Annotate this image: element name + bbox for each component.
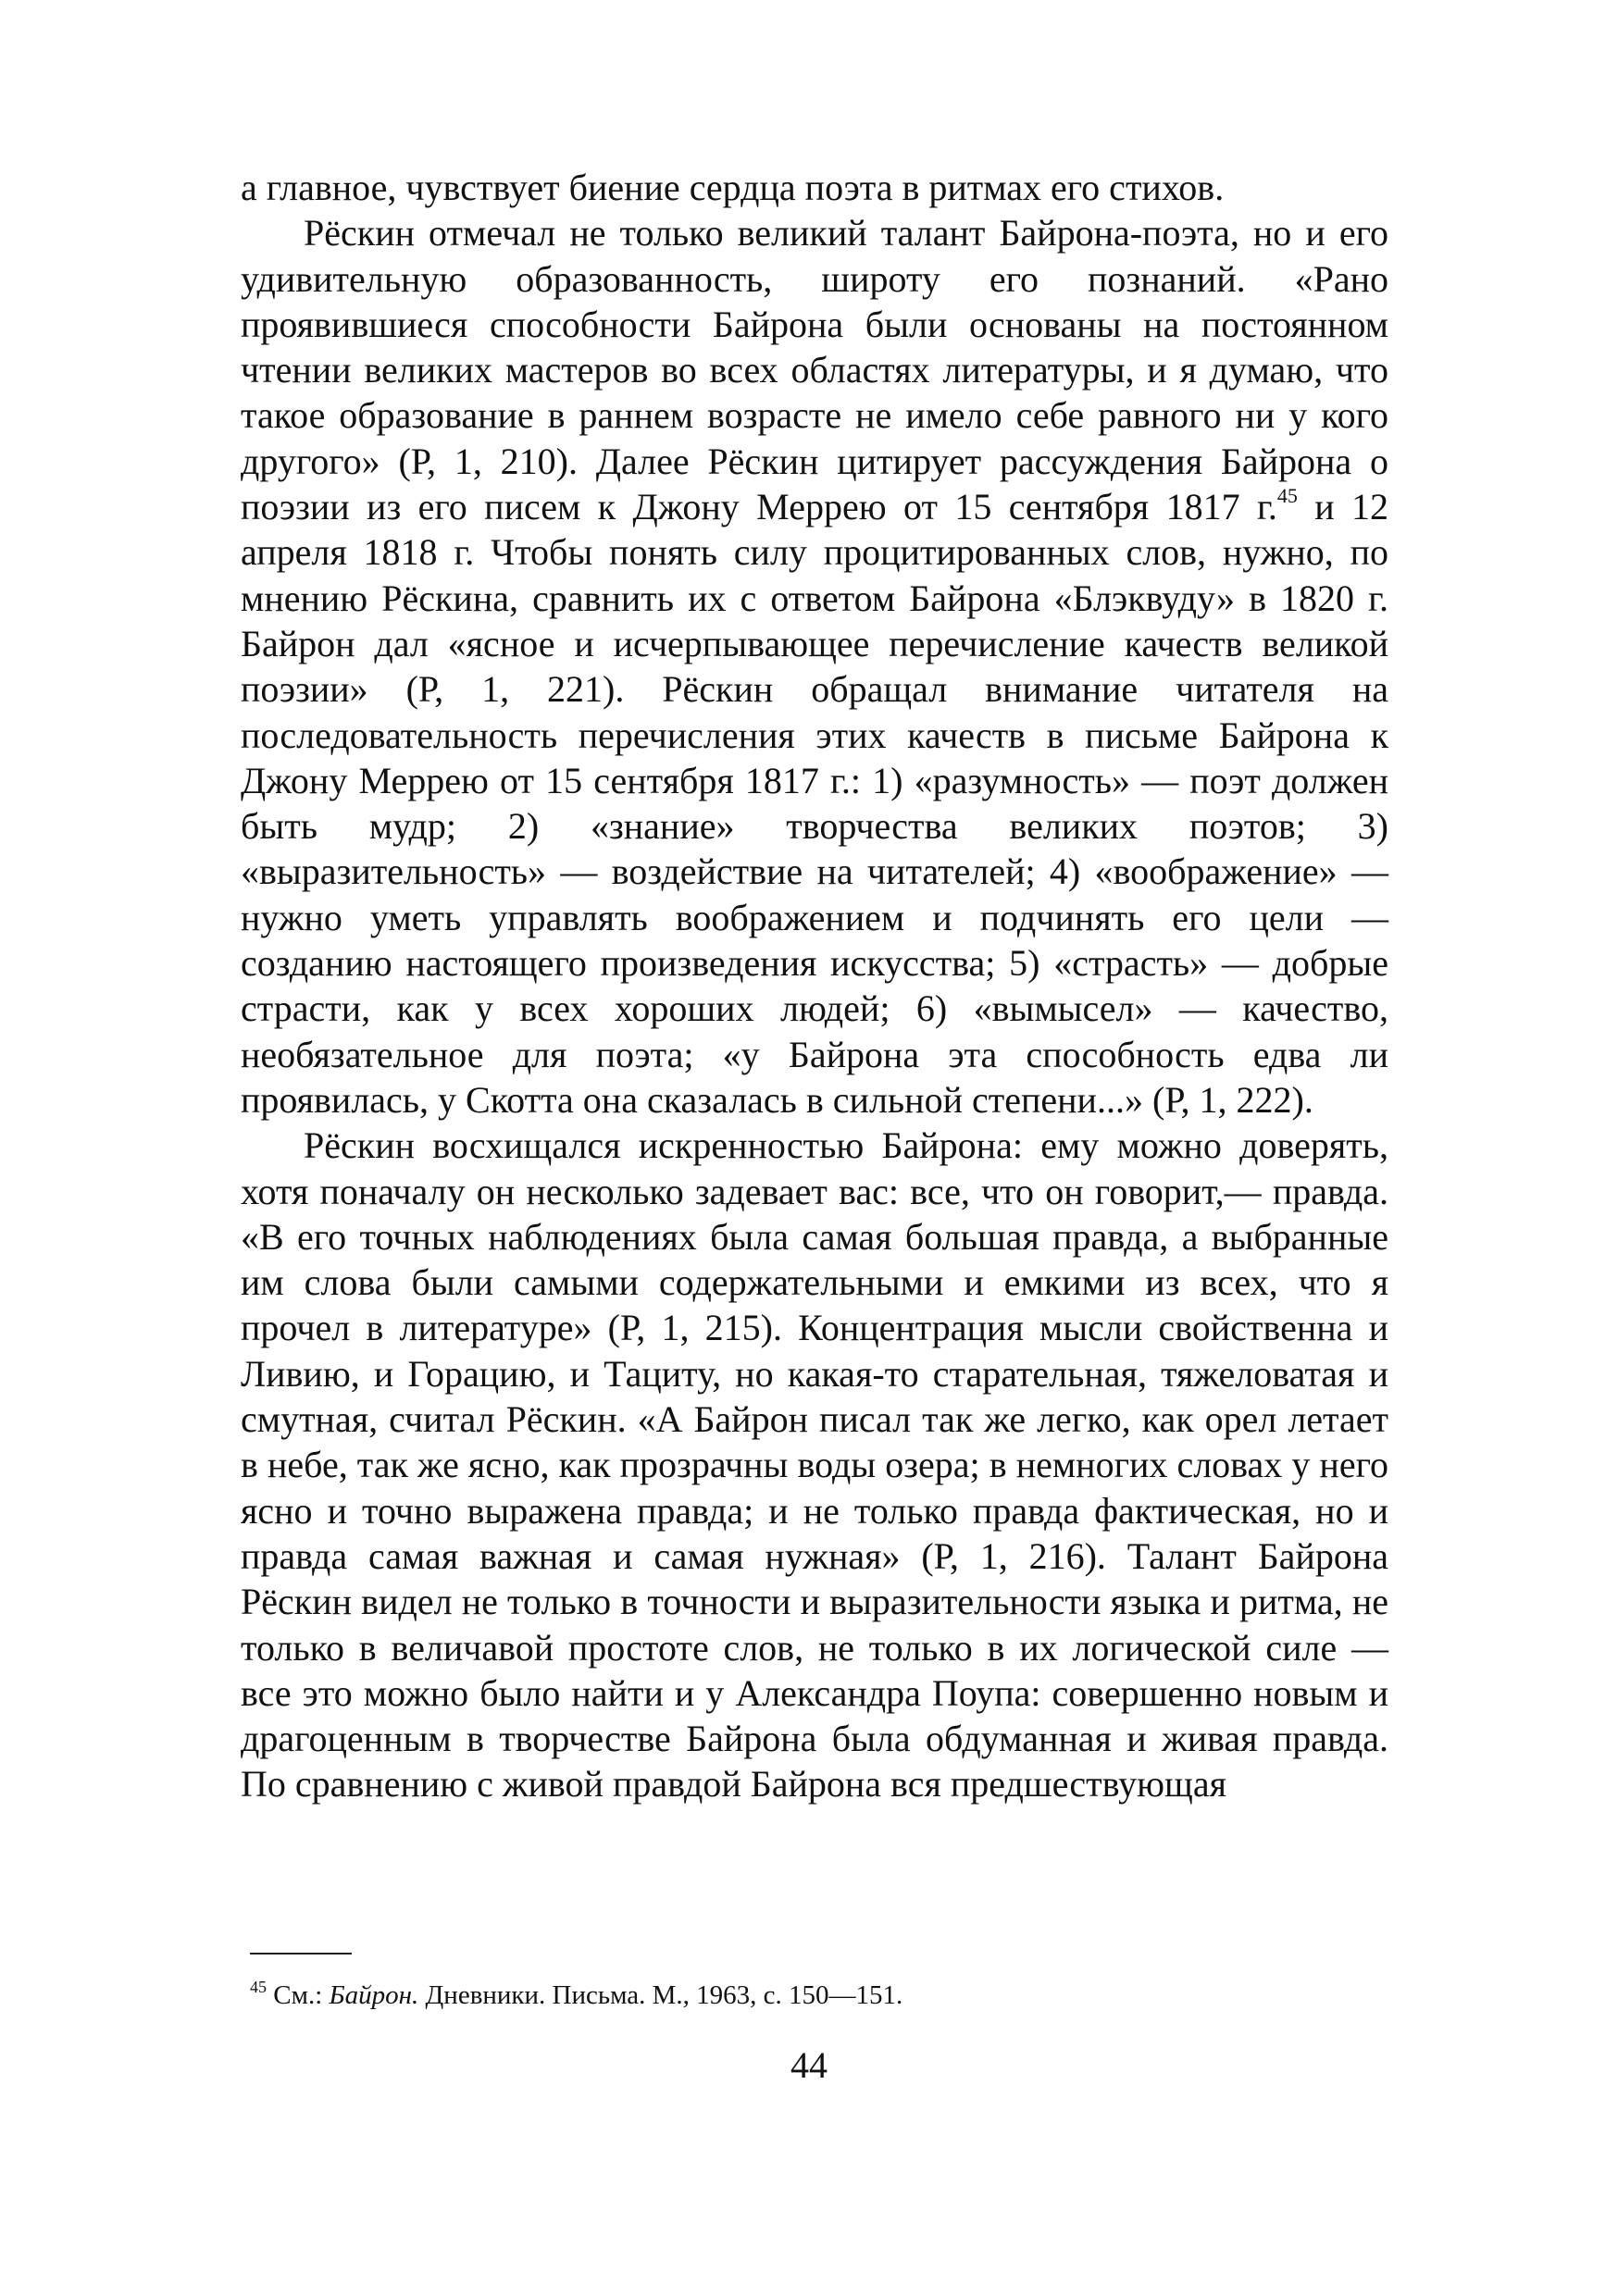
paragraph-2-text: Рёскин отмечал не только великий талант Байрона-поэта, но и его удивительную образованность, широту его познаний. «Рано проявившиеся способности Байрона были основаны на постоянном чтении великих мастеров во всех областях литературы, и я думаю, что такое образование в раннем возрасте не имело себе равного ни у кого другого» (Р, 1, 210). Далее Рёскин цитирует рассуждения Байрона о поэзии из его писем к Джону Меррею от 15 сентября 1817 г. [241, 212, 1388, 528]
paragraph-1-text: а главное, чувствует биение сердца поэта в ритмах его стихов. [241, 167, 1225, 208]
main-text [241, 165, 1388, 1807]
paragraph-1 [241, 165, 1388, 210]
page-number: 44 [790, 2044, 828, 2086]
paragraph-3 [241, 1123, 1388, 1806]
footnote-prefix: См.: [267, 1980, 330, 2010]
footnote-author: Байрон. [329, 1980, 419, 2010]
footnote-divider [250, 1953, 352, 1955]
paragraph-2 [241, 210, 1388, 1123]
page-body [241, 165, 1388, 1807]
footnote-number: 45 [250, 1978, 267, 1996]
footnote [250, 1979, 1379, 2012]
paragraph-3-text: Рёскин восхищался искренностью Байрона: ему можно доверять, хотя поначалу он несколько задевает вас: все, что он говорит,— правда. «В его точных наблюдениях была самая большая правда, а выбранные им слова были самыми содержательными и емкими из всех, что я прочел в литературе» (Р, 1, 215). Концентрация мысли свойственна и Ливию, и Горацию, и Тациту, но какая-то старательная, тяжеловатая и смутная, считал Рёскин. «А Байрон писал так же легко, как орел летает в небе, так же ясно, как прозрачны воды озера; в немногих словах у него ясно и точно выражена правда; и не только правда фактическая, но и правда самая важная и самая нужная» (Р, 1, 216). Талант Байрона Рёскин видел не только в точности и выразительности языка и ритма, не только в величавой простоте слов, не только в их логической силе — все это можно было найти и у Александра Поупа: совершенно новым и драгоценным в творчестве Байрона была обдуманная и живая правда. По сравнению с живой правдой Байрона вся предшествующая [241, 1124, 1388, 1806]
paragraph-2-continuation: и 12 апреля 1818 г. Чтобы понять силу процитированных слов, нужно, по мнению Рёскина, сравнить их с ответом Байрона «Блэквуду» в 1820 г. Байрон дал «ясное и исчерпывающее перечисление качеств великой поэзии» (Р, 1, 221). Рёскин обращал внимание читателя на последовательность перечисления этих качеств в письме Байрона к Джону Меррею от 15 сентября 1817 г.: 1) «разумность» — поэт должен быть мудр; 2) «знание» творчества великих поэтов; 3) «выразительность» — воздействие на читателей; 4) «воображение» — нужно уметь управлять воображением и подчинять его цели — созданию настоящего произведения искусства; 5) «страсть» — добрые страсти, как у всех хороших людей; 6) «вымысел» — качество, необязательное для поэта; «у Байрона эта способность едва ли проявилась, у Скотта она сказалась в сильной степени...» (Р, 1, 222). [241, 486, 1388, 1121]
footnote-source: Дневники. Письма. М., 1963, с. 150—151. [418, 1980, 903, 2010]
footnote-reference[interactable]: 45 [1276, 484, 1298, 508]
